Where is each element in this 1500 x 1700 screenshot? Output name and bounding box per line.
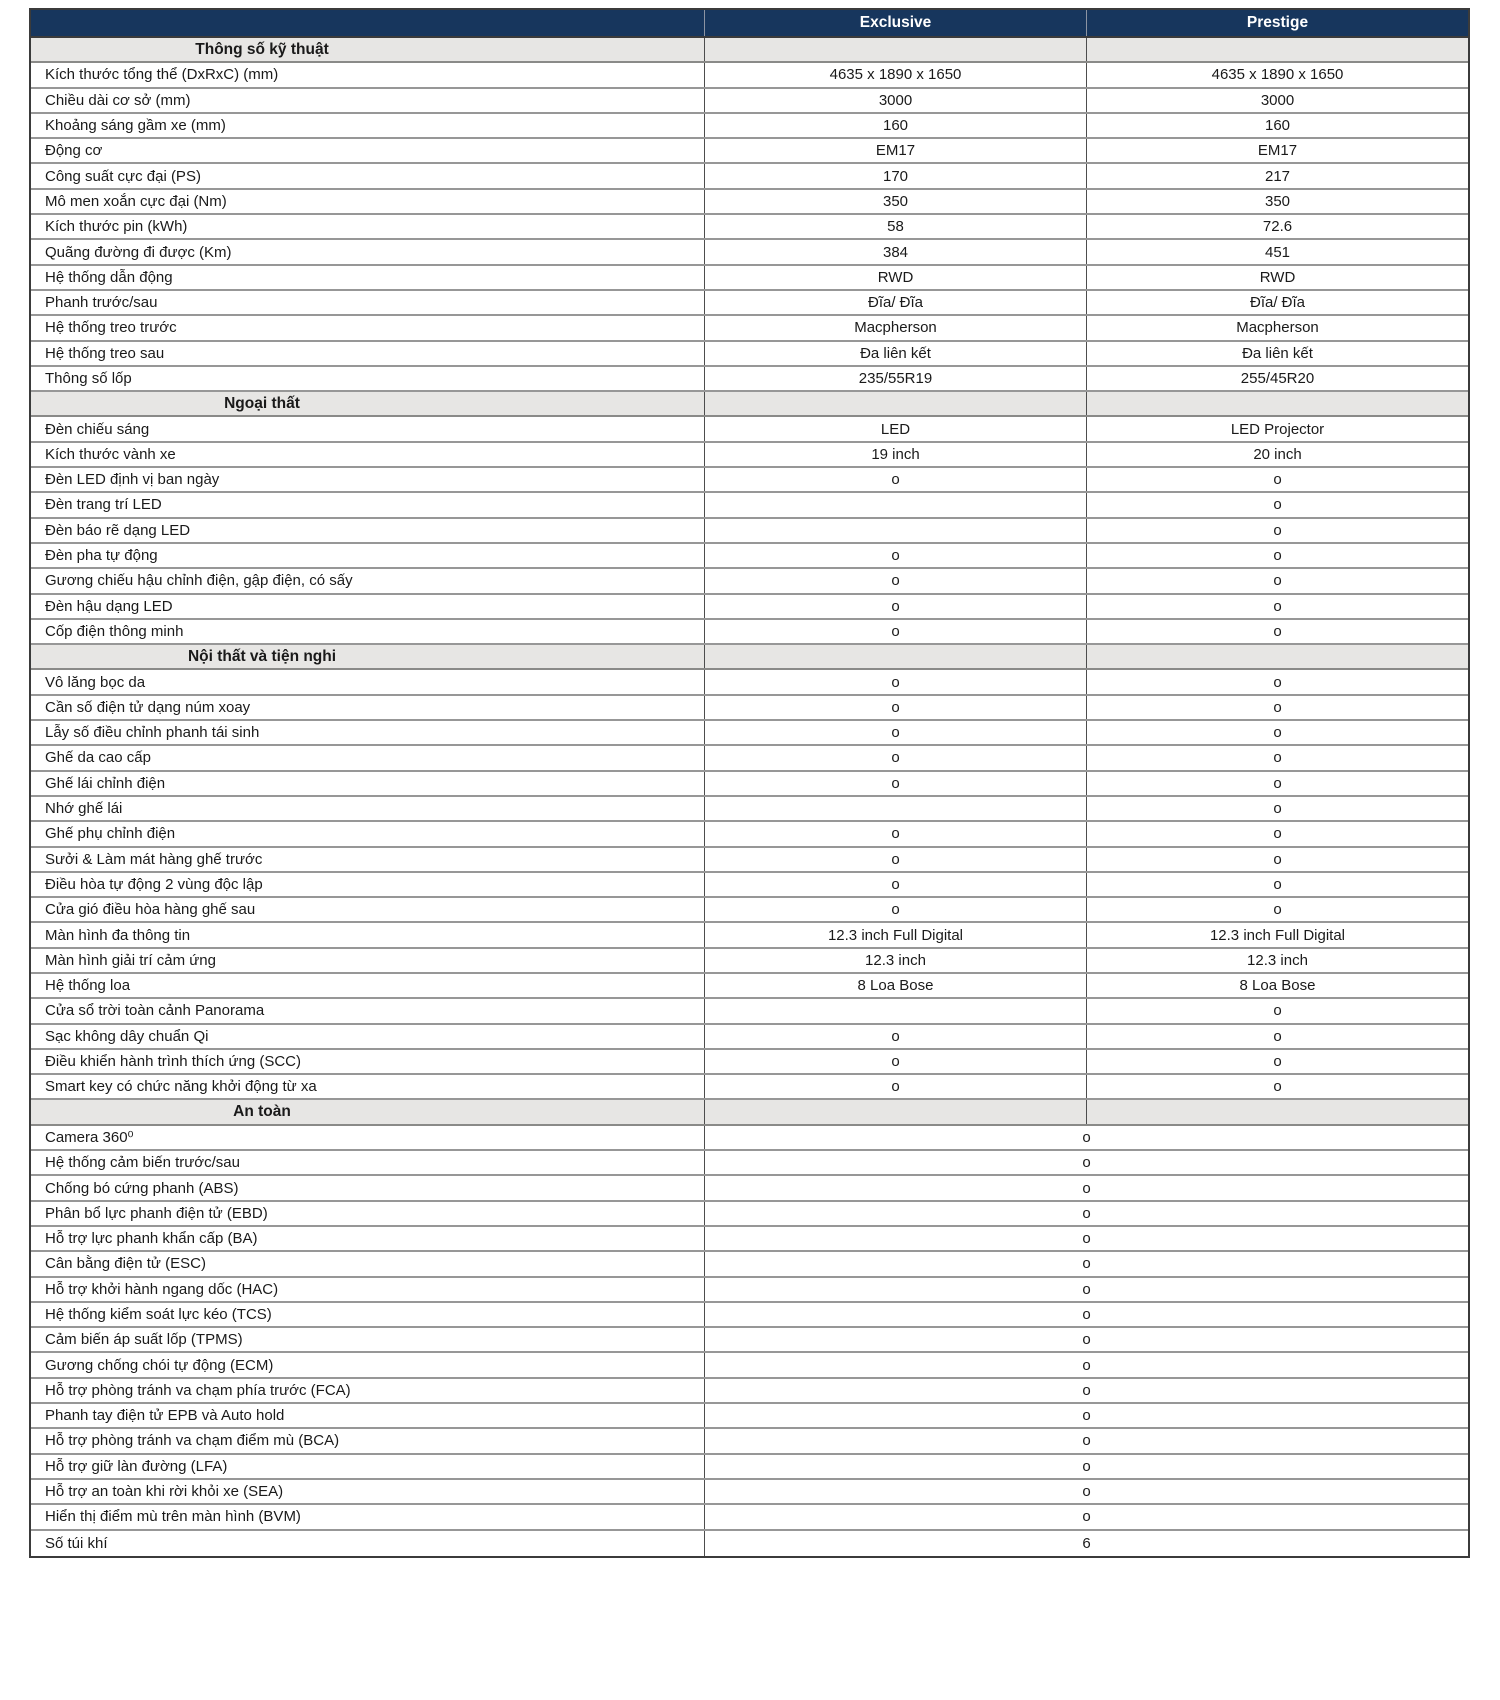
spec-value-exclusive: o bbox=[704, 1050, 1086, 1073]
spec-value-merged: o bbox=[704, 1480, 1468, 1503]
spec-value-exclusive: 12.3 inch Full Digital bbox=[704, 923, 1086, 946]
spec-value-merged: o bbox=[704, 1252, 1468, 1275]
spec-label: Điều khiển hành trình thích ứng (SCC) bbox=[45, 1053, 302, 1071]
spec-label: Công suất cực đại (PS) bbox=[45, 167, 201, 185]
spec-value-exclusive: o bbox=[704, 670, 1086, 693]
spec-value-prestige: o bbox=[1086, 468, 1468, 491]
section-header-row bbox=[31, 392, 1468, 417]
spec-value-exclusive: o bbox=[704, 696, 1086, 719]
spec-value-exclusive: o bbox=[704, 620, 1086, 643]
spec-row bbox=[31, 1404, 1468, 1429]
spec-label: Kích thước vành xe bbox=[45, 445, 176, 463]
spec-label: Phanh tay điện tử EPB và Auto hold bbox=[45, 1407, 285, 1425]
spec-label: Điều hòa tự động 2 vùng độc lập bbox=[45, 875, 263, 893]
spec-row bbox=[31, 1455, 1468, 1480]
spec-label: Cửa gió điều hòa hàng ghế sau bbox=[45, 901, 256, 919]
spec-value-prestige: o bbox=[1086, 822, 1468, 845]
spec-row bbox=[31, 1505, 1468, 1530]
spec-label: Hệ thống loa bbox=[45, 977, 131, 995]
section-title-cell bbox=[31, 645, 704, 668]
spec-value-merged: o bbox=[704, 1429, 1468, 1452]
spec-label: Hỗ trợ giữ làn đường (LFA) bbox=[45, 1457, 228, 1475]
spec-value-exclusive: 4635 x 1890 x 1650 bbox=[704, 63, 1086, 86]
spec-label: Phanh trước/sau bbox=[45, 294, 158, 312]
spec-value-prestige: o bbox=[1086, 595, 1468, 618]
spec-row bbox=[31, 595, 1468, 620]
spec-value-merged: o bbox=[704, 1278, 1468, 1301]
spec-value-prestige: o bbox=[1086, 721, 1468, 744]
spec-row bbox=[31, 1202, 1468, 1227]
spec-value-merged: o bbox=[704, 1227, 1468, 1250]
spec-value-exclusive: o bbox=[704, 1075, 1086, 1098]
spec-label: Mô men xoắn cực đại (Nm) bbox=[45, 192, 227, 210]
spec-value-prestige: o bbox=[1086, 797, 1468, 820]
spec-label: Smart key có chức năng khởi động từ xa bbox=[45, 1078, 317, 1096]
spec-row bbox=[31, 468, 1468, 493]
table-header-row bbox=[31, 10, 1468, 38]
spec-label: Nhớ ghế lái bbox=[45, 800, 123, 818]
section-title: Thông số kỹ thuật bbox=[195, 40, 329, 58]
spec-row bbox=[31, 63, 1468, 88]
section-header-row bbox=[31, 38, 1468, 63]
spec-value-exclusive: 8 Loa Bose bbox=[704, 974, 1086, 997]
spec-value-prestige: o bbox=[1086, 544, 1468, 567]
spec-row bbox=[31, 1328, 1468, 1353]
spec-row bbox=[31, 342, 1468, 367]
spec-row bbox=[31, 1252, 1468, 1277]
spec-value-exclusive: 350 bbox=[704, 190, 1086, 213]
spec-label: Ghế lái chỉnh điện bbox=[45, 774, 166, 792]
spec-value-exclusive: 160 bbox=[704, 114, 1086, 137]
spec-row bbox=[31, 670, 1468, 695]
spec-value-prestige: o bbox=[1086, 772, 1468, 795]
spec-row bbox=[31, 696, 1468, 721]
section-title-cell bbox=[31, 392, 704, 415]
spec-value-exclusive: 12.3 inch bbox=[704, 949, 1086, 972]
spec-value-exclusive bbox=[704, 797, 1086, 820]
spec-label: Quãng đường đi được (Km) bbox=[45, 243, 232, 261]
spec-row bbox=[31, 1480, 1468, 1505]
spec-label: Hệ thống cảm biến trước/sau bbox=[45, 1154, 240, 1172]
spec-value-merged: o bbox=[704, 1126, 1468, 1149]
spec-value-exclusive: EM17 bbox=[704, 139, 1086, 162]
spec-value-prestige: Macpherson bbox=[1086, 316, 1468, 339]
spec-row bbox=[31, 519, 1468, 544]
spec-label: Kích thước tổng thể (DxRxC) (mm) bbox=[45, 66, 279, 84]
spec-label: Sạc không dây chuẩn Qi bbox=[45, 1027, 209, 1045]
spec-comparison-table bbox=[29, 8, 1470, 1558]
spec-row bbox=[31, 1075, 1468, 1100]
spec-value-merged: o bbox=[704, 1303, 1468, 1326]
spec-value-exclusive: Đa liên kết bbox=[704, 342, 1086, 365]
spec-label: Hệ thống dẫn động bbox=[45, 268, 173, 286]
spec-row bbox=[31, 1531, 1468, 1556]
spec-value-exclusive: LED bbox=[704, 417, 1086, 440]
spec-label: Cảm biến áp suất lốp (TPMS) bbox=[45, 1331, 243, 1349]
section-title: An toàn bbox=[233, 1103, 291, 1121]
spec-label: Đèn trang trí LED bbox=[45, 496, 162, 514]
spec-label: Lẫy số điều chỉnh phanh tái sinh bbox=[45, 724, 260, 742]
spec-label: Chống bó cứng phanh (ABS) bbox=[45, 1179, 239, 1197]
spec-value-prestige: Đa liên kết bbox=[1086, 342, 1468, 365]
spec-row bbox=[31, 999, 1468, 1024]
spec-label: Chiều dài cơ sở (mm) bbox=[45, 91, 191, 109]
spec-value-prestige: 350 bbox=[1086, 190, 1468, 213]
spec-label: Động cơ bbox=[45, 142, 103, 160]
spec-value-exclusive: o bbox=[704, 1025, 1086, 1048]
section-spacer-cell bbox=[1086, 392, 1468, 415]
column-header-exclusive: Exclusive bbox=[704, 10, 1086, 36]
spec-value-exclusive bbox=[704, 493, 1086, 516]
spec-value-merged: o bbox=[704, 1379, 1468, 1402]
spec-label: Hỗ trợ khởi hành ngang dốc (HAC) bbox=[45, 1280, 279, 1298]
spec-value-prestige: o bbox=[1086, 848, 1468, 871]
spec-row bbox=[31, 873, 1468, 898]
spec-row bbox=[31, 1379, 1468, 1404]
spec-value-prestige: o bbox=[1086, 1025, 1468, 1048]
spec-row bbox=[31, 266, 1468, 291]
spec-value-exclusive: RWD bbox=[704, 266, 1086, 289]
section-header-row bbox=[31, 645, 1468, 670]
spec-value-merged: o bbox=[704, 1404, 1468, 1427]
spec-value-prestige: o bbox=[1086, 1075, 1468, 1098]
spec-value-exclusive: o bbox=[704, 848, 1086, 871]
spec-label: Gương chống chói tự động (ECM) bbox=[45, 1356, 274, 1374]
spec-value-exclusive: o bbox=[704, 898, 1086, 921]
spec-label: Đèn pha tự động bbox=[45, 547, 158, 565]
section-spacer-cell bbox=[1086, 38, 1468, 61]
spec-row bbox=[31, 923, 1468, 948]
spec-value-exclusive: Macpherson bbox=[704, 316, 1086, 339]
spec-value-exclusive: 3000 bbox=[704, 89, 1086, 112]
spec-row bbox=[31, 848, 1468, 873]
spec-value-prestige: o bbox=[1086, 746, 1468, 769]
spec-row bbox=[31, 1353, 1468, 1378]
spec-label: Đèn LED định vị ban ngày bbox=[45, 471, 220, 489]
spec-value-exclusive: o bbox=[704, 569, 1086, 592]
column-header-prestige: Prestige bbox=[1086, 10, 1468, 36]
spec-value-merged: o bbox=[704, 1455, 1468, 1478]
spec-label: Hiển thị điểm mù trên màn hình (BVM) bbox=[45, 1508, 301, 1526]
spec-value-prestige: 451 bbox=[1086, 240, 1468, 263]
spec-row bbox=[31, 1227, 1468, 1252]
spec-row bbox=[31, 544, 1468, 569]
spec-row bbox=[31, 949, 1468, 974]
spec-row bbox=[31, 139, 1468, 164]
table-body bbox=[31, 38, 1468, 1556]
spec-value-merged: o bbox=[704, 1505, 1468, 1528]
spec-label: Số túi khí bbox=[45, 1534, 108, 1552]
section-title: Ngoại thất bbox=[224, 395, 300, 413]
spec-value-exclusive: 235/55R19 bbox=[704, 367, 1086, 390]
spec-row bbox=[31, 114, 1468, 139]
spec-value-exclusive: o bbox=[704, 468, 1086, 491]
spec-row bbox=[31, 190, 1468, 215]
spec-value-prestige: 12.3 inch Full Digital bbox=[1086, 923, 1468, 946]
spec-value-prestige: o bbox=[1086, 898, 1468, 921]
spec-row bbox=[31, 215, 1468, 240]
spec-label: Hệ thống treo sau bbox=[45, 344, 165, 362]
spec-value-exclusive bbox=[704, 519, 1086, 542]
spec-row bbox=[31, 1303, 1468, 1328]
spec-value-exclusive bbox=[704, 999, 1086, 1022]
spec-label: Kích thước pin (kWh) bbox=[45, 218, 188, 236]
section-title: Nội thất và tiện nghi bbox=[187, 648, 337, 666]
spec-row bbox=[31, 1278, 1468, 1303]
spec-value-prestige: o bbox=[1086, 873, 1468, 896]
spec-value-prestige: 3000 bbox=[1086, 89, 1468, 112]
spec-value-merged: o bbox=[704, 1151, 1468, 1174]
spec-value-exclusive: o bbox=[704, 772, 1086, 795]
spec-value-merged: o bbox=[704, 1176, 1468, 1199]
spec-value-prestige: 160 bbox=[1086, 114, 1468, 137]
spec-row bbox=[31, 316, 1468, 341]
spec-label: Hỗ trợ an toàn khi rời khỏi xe (SEA) bbox=[45, 1483, 284, 1501]
spec-row bbox=[31, 620, 1468, 645]
spec-label: Hỗ trợ phòng tránh va chạm phía trước (FCA) bbox=[45, 1381, 351, 1399]
spec-value-prestige: o bbox=[1086, 999, 1468, 1022]
spec-row bbox=[31, 417, 1468, 442]
section-spacer-cell bbox=[704, 645, 1086, 668]
spec-value-merged: o bbox=[704, 1353, 1468, 1376]
spec-row bbox=[31, 89, 1468, 114]
spec-value-prestige: o bbox=[1086, 569, 1468, 592]
spec-value-prestige: 12.3 inch bbox=[1086, 949, 1468, 972]
spec-value-merged: o bbox=[704, 1328, 1468, 1351]
spec-label: Ghế da cao cấp bbox=[45, 749, 151, 767]
spec-label: Cửa sổ trời toàn cảnh Panorama bbox=[45, 1002, 265, 1020]
spec-row bbox=[31, 240, 1468, 265]
spec-value-merged: o bbox=[704, 1202, 1468, 1225]
spec-row bbox=[31, 164, 1468, 189]
spec-value-exclusive: o bbox=[704, 721, 1086, 744]
spec-value-prestige: Đĩa/ Đĩa bbox=[1086, 291, 1468, 314]
spec-label: Ghế phụ chỉnh điện bbox=[45, 825, 176, 843]
spec-value-prestige: o bbox=[1086, 519, 1468, 542]
spec-value-exclusive: o bbox=[704, 544, 1086, 567]
spec-row bbox=[31, 721, 1468, 746]
spec-value-prestige: o bbox=[1086, 493, 1468, 516]
spec-row bbox=[31, 1151, 1468, 1176]
spec-value-exclusive: Đĩa/ Đĩa bbox=[704, 291, 1086, 314]
spec-label: Camera 360⁰ bbox=[45, 1128, 134, 1146]
spec-row bbox=[31, 822, 1468, 847]
spec-value-prestige: 217 bbox=[1086, 164, 1468, 187]
spec-label: Khoảng sáng gầm xe (mm) bbox=[45, 117, 226, 135]
spec-row bbox=[31, 291, 1468, 316]
spec-value-prestige: o bbox=[1086, 1050, 1468, 1073]
spec-value-prestige: 4635 x 1890 x 1650 bbox=[1086, 63, 1468, 86]
spec-label: Đèn chiếu sáng bbox=[45, 420, 150, 438]
spec-row bbox=[31, 443, 1468, 468]
section-spacer-cell bbox=[704, 38, 1086, 61]
spec-value-prestige: EM17 bbox=[1086, 139, 1468, 162]
section-title-cell bbox=[31, 38, 704, 61]
spec-row bbox=[31, 493, 1468, 518]
spec-label: Đèn báo rẽ dạng LED bbox=[45, 521, 191, 539]
spec-value-exclusive: o bbox=[704, 822, 1086, 845]
spec-row bbox=[31, 569, 1468, 594]
spec-value-prestige: 20 inch bbox=[1086, 443, 1468, 466]
spec-row bbox=[31, 1050, 1468, 1075]
spec-label: Phân bổ lực phanh điện tử (EBD) bbox=[45, 1204, 268, 1222]
spec-value-prestige: RWD bbox=[1086, 266, 1468, 289]
spec-label: Thông số lốp bbox=[45, 370, 132, 387]
spec-label: Cốp điện thông minh bbox=[45, 622, 184, 640]
spec-label: Cần số điện tử dạng núm xoay bbox=[45, 698, 251, 716]
spec-value-exclusive: o bbox=[704, 873, 1086, 896]
section-title-cell bbox=[31, 1100, 704, 1123]
spec-row bbox=[31, 1429, 1468, 1454]
spec-row bbox=[31, 1025, 1468, 1050]
spec-value-exclusive: 170 bbox=[704, 164, 1086, 187]
spec-row bbox=[31, 797, 1468, 822]
spec-row bbox=[31, 367, 1468, 392]
spec-label: Gương chiếu hậu chỉnh điện, gập điện, có sấy bbox=[45, 572, 353, 590]
section-spacer-cell bbox=[1086, 1100, 1468, 1123]
spec-row bbox=[31, 898, 1468, 923]
spec-label: Hỗ trợ lực phanh khẩn cấp (BA) bbox=[45, 1230, 258, 1248]
spec-label: Sưởi & Làm mát hàng ghế trước bbox=[45, 850, 263, 868]
section-spacer-cell bbox=[704, 392, 1086, 415]
spec-row bbox=[31, 772, 1468, 797]
spec-row bbox=[31, 1176, 1468, 1201]
spec-value-prestige: 8 Loa Bose bbox=[1086, 974, 1468, 997]
spec-value-prestige: 255/45R20 bbox=[1086, 367, 1468, 390]
spec-value-prestige: o bbox=[1086, 620, 1468, 643]
spec-label: Màn hình giải trí cảm ứng bbox=[45, 951, 216, 969]
spec-row bbox=[31, 974, 1468, 999]
spec-value-exclusive: o bbox=[704, 746, 1086, 769]
spec-value-exclusive: 19 inch bbox=[704, 443, 1086, 466]
spec-value-merged: 6 bbox=[704, 1531, 1468, 1556]
spec-row bbox=[31, 1126, 1468, 1151]
spec-label: Hệ thống treo trước bbox=[45, 319, 177, 337]
spec-value-prestige: 72.6 bbox=[1086, 215, 1468, 238]
spec-label: Vô lăng bọc da bbox=[45, 673, 146, 691]
spec-value-prestige: o bbox=[1086, 696, 1468, 719]
spec-value-prestige: o bbox=[1086, 670, 1468, 693]
spec-label: Màn hình đa thông tin bbox=[45, 926, 191, 944]
header-empty-cell bbox=[31, 10, 704, 36]
spec-label: Hệ thống kiểm soát lực kéo (TCS) bbox=[45, 1305, 272, 1323]
spec-value-exclusive: 58 bbox=[704, 215, 1086, 238]
spec-label: Đèn hậu dạng LED bbox=[45, 597, 173, 615]
spec-value-prestige: LED Projector bbox=[1086, 417, 1468, 440]
spec-label: Hỗ trợ phòng tránh va chạm điểm mù (BCA) bbox=[45, 1432, 340, 1450]
section-spacer-cell bbox=[1086, 645, 1468, 668]
section-header-row bbox=[31, 1100, 1468, 1125]
spec-value-exclusive: o bbox=[704, 595, 1086, 618]
spec-label: Cân bằng điện tử (ESC) bbox=[45, 1255, 206, 1273]
spec-value-exclusive: 384 bbox=[704, 240, 1086, 263]
spec-row bbox=[31, 746, 1468, 771]
section-spacer-cell bbox=[704, 1100, 1086, 1123]
